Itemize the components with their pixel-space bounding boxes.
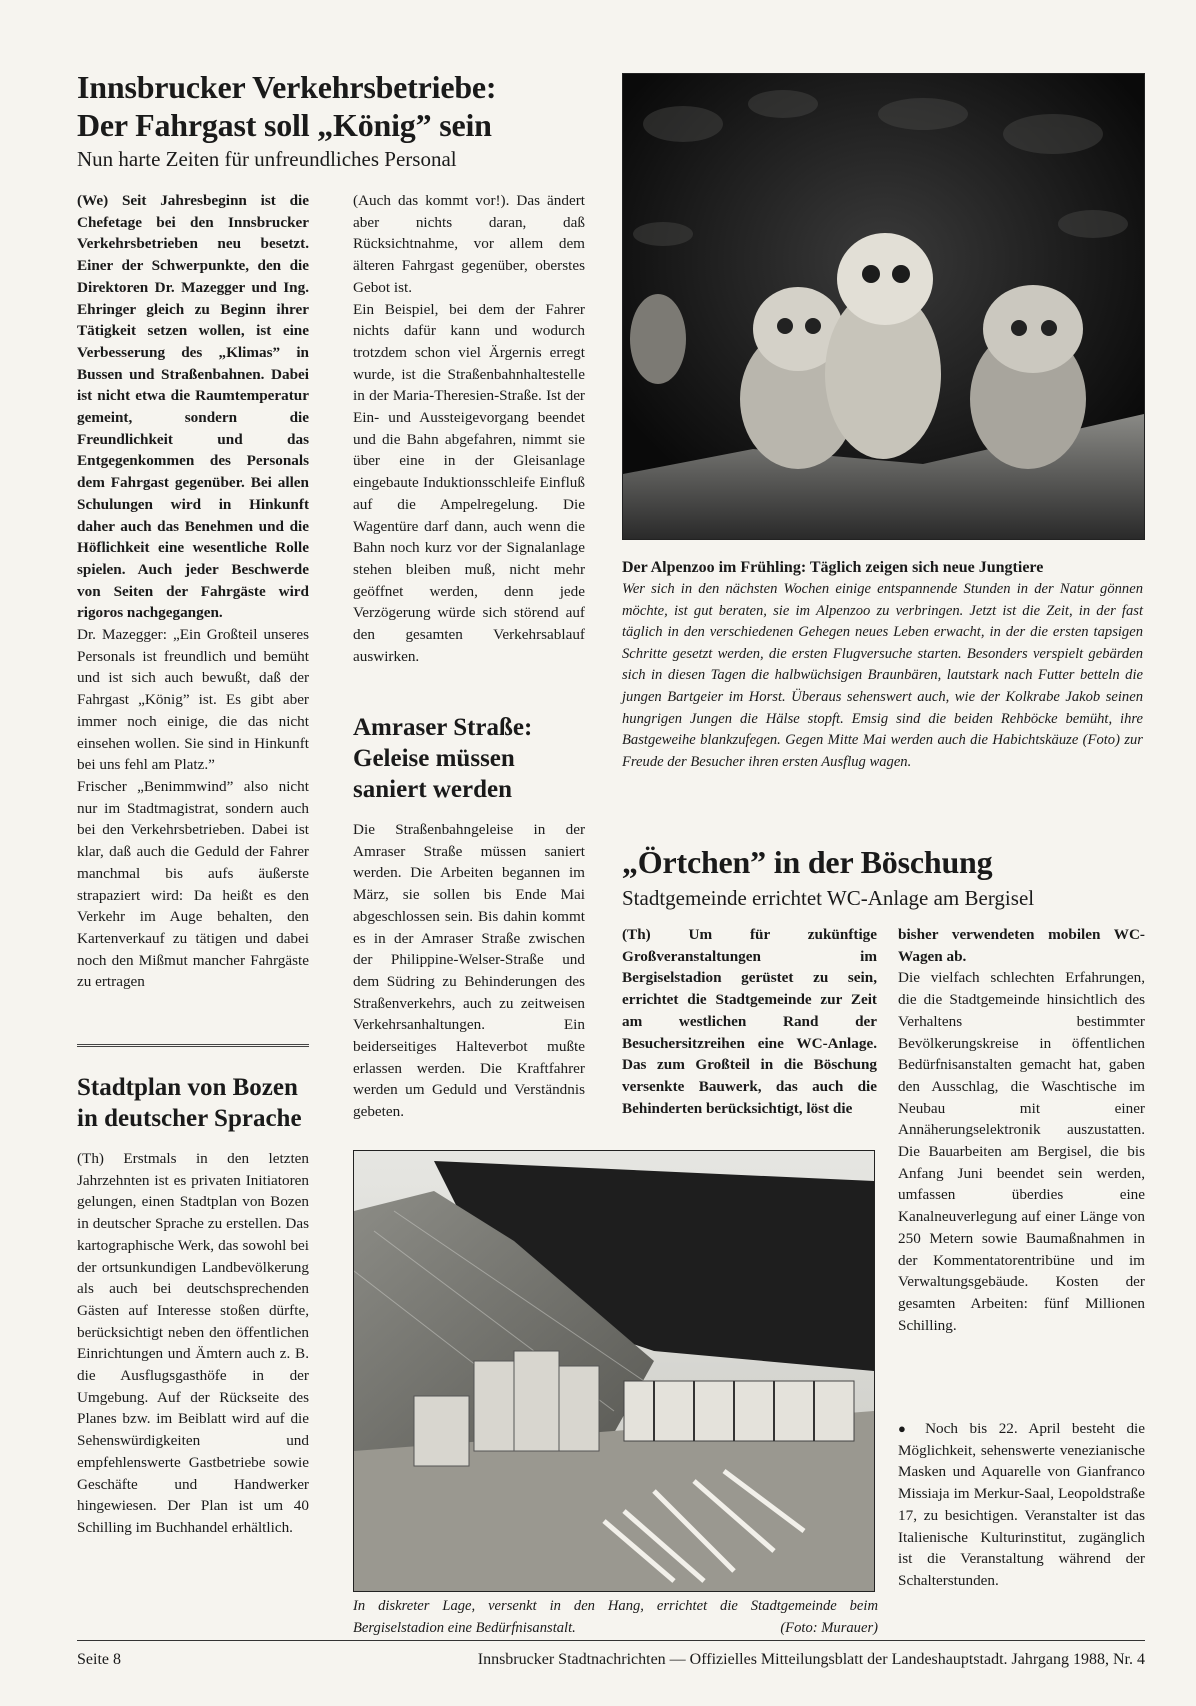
owl-photo (622, 73, 1145, 540)
footer-publication: Innsbrucker Stadtnachrichten — Offizielles Mitteilungsblatt der Landeshauptstadt. Jahrgang 1988, Nr. 4 (477, 1651, 1145, 1668)
oertchen-column-right (898, 924, 1145, 1336)
notice-text: Noch bis 22. April besteht die Möglichkeit, sehenswerte venezianische Masken und Aquarelle von Gianfranco Missiaja im Merkur-Saal, Leopoldstraße 17, zu besichtigen. Veranstalter ist das Italienische Kulturinstitut, zugänglich ist die Veranstaltung während der Schalterstunden. (898, 1420, 1145, 1589)
lead-title-line2: Der Fahrgast soll „König” sein (77, 107, 492, 143)
oertchen-subtitle: Stadtgemeinde errichtet WC-Anlage am Bergisel (622, 886, 1035, 910)
notice-box (898, 1418, 1145, 1592)
oertchen-intro-continued: bisher verwendeten mobilen WC-Wagen ab. (898, 926, 1145, 965)
alpenzoo-caption-text: Wer sich in den nächsten Wochen einige entspannende Stunden in der Natur gönnen möchte, ist gut beraten, sie im Alpenzoo zu verbringen. Jetzt ist die Zeit, in der fast täglich in den verschiedenen Gehegen neues Leben erwacht, in der die ersten tapsigen Schritte gesetzt werden, die ersten Flugversuche starten. Besonders verspielt gebärden sich in diesen Tagen die halbwüchsigen Braunbären, lautstark nach Futter betteln die jungen Bartgeier im Horst. Überaus sehenswert auch, wie der Kolkrabe Jakob seinen hungrigen Jungen die Hälse stopft. Emsig sind die beiden Rehböcke bemüht, ihre Bastgeweihe blankzufegen. Gegen Mitte Mai werden auch die Habichtskäuze (Foto) zur Freude der Besucher ihren ersten Ausflug wagen. (622, 581, 1143, 770)
lead-paragraph-4: Ein Beispiel, bei dem der Fahrer nichts dafür kann und wodurch trotzdem schon viel Ärgernis erregt wurde, ist die Straßenbahnhaltestelle in der Maria-Theresien-Straße. Ist der Ein- und Aussteigevorgang beendet und die Bahn abgefahren, nimmt sie über eine in der Gleisanlage eingebaute Induktionsschleife Einfluß auf die Ampelregelung. Die Wagentüre darf dann, auch wenn die Bahn noch kurz vor der Signalanlage stehen bleiben muß, nicht mehr geöffnet werden, denn jede Verzögerung würde sich störend auf den gesamten Verkehrsablauf auswirken. (353, 300, 585, 665)
construction-caption-text: In diskreter Lage, versenkt in den Hang, errichtet die Stadtgemeinde beim Bergiselstadion eine Bedürfnisanstalt. (353, 1598, 878, 1636)
oertchen-title: „Örtchen” in der Böschung (622, 844, 993, 880)
oertchen-headline (622, 843, 1143, 911)
lead-paragraph-3: (Auch das kommt vor!). Das ändert aber nichts daran, daß Rücksichtnahme, vor allem dem älteren Fahrgast gegenüber, oberstes Gebot ist. (353, 192, 585, 296)
bullet-icon: ● (898, 1421, 914, 1436)
lead-paragraph-1: Dr. Mazegger: „Ein Großteil unseres Personals ist freundlich und bemüht und ist sich auch bewußt, daß der Fahrgast „König” ist. Es gibt aber immer noch einige, die das nicht einsehen wollen. Sie sind in Hinkunft bei uns fehl am Platz.” (77, 626, 309, 774)
bozen-text: (Th) Erstmals in den letzten Jahrzehnten ist es privaten Initiatoren gelungen, einen Stadtplan von Bozen in deutscher Sprache zu erstellen. Das kartographische Werk, das sowohl bei der ortsunkundigen Landbevölkerung als auch bei deutschsprechenden Gästen auf Interesse stoßen dürfte, berücksichtigt neben den öffentlichen Einrichtungen und Ämtern auch z. B. die Ausflugsgasthöfe in der Umgebung. Auf der Rückseite des Planes bzw. im Beiblatt wird auf die Sehenswürdigkeiten und empfehlenswerte Gastbetriebe sowie Geschäfte und Handwerker hingewiesen. Der Plan ist um 40 Schilling im Buchhandel erhältlich. (77, 1150, 309, 1536)
lead-subtitle: Nun harte Zeiten für unfreundliches Personal (77, 147, 457, 171)
construction-caption (353, 1596, 878, 1639)
owl-chick-right (970, 285, 1086, 469)
oertchen-intro: (Th) Um für zukünftige Großveranstaltungen im Bergiselstadion gerüstet zu sein, errichtet die Stadtgemeinde zur Zeit am westlichen Rand der Besuchersitzreihen eine WC-Anlage. Das zum Großteil in die Böschung versenkte Bauwerk, das auch die Behinderten berücksichtigt, löst die (622, 926, 877, 1117)
lead-column-1 (77, 190, 309, 993)
alpenzoo-caption (622, 557, 1143, 773)
construction-photo (353, 1150, 875, 1592)
owl-photo-image (623, 74, 1144, 539)
alpenzoo-caption-title: Der Alpenzoo im Frühling: Täglich zeigen sich neue Jungtiere (622, 559, 1044, 576)
footer-rule (77, 1640, 1145, 1641)
lead-headline (77, 68, 567, 172)
bozen-article (77, 1072, 309, 1539)
construction-photo-image (354, 1151, 874, 1591)
lead-title-line1: Innsbrucker Verkehrsbetriebe: (77, 69, 497, 105)
divider (77, 1044, 309, 1047)
owl-chick-middle (825, 233, 941, 459)
bozen-title: Stadtplan von Bozen in deutscher Sprache (77, 1074, 302, 1132)
amras-text: Die Straßenbahngeleise in der Amraser Straße müssen saniert werden. Die Arbeiten begannen im März, sie sollen bis Ende Mai abgeschlossen sein. Bis dahin kommt es in der Amraser Straße zwischen der Philippine-Welser-Straße und dem Südring zu Behinderungen des Straßenverkehrs, auch zu zeitweisen Verkehrsanhaltungen. Ein beiderseitiges Halteverbot mußte erlassen werden. Die Kraftfahrer werden um Geduld und Verständnis gebeten. (353, 821, 585, 1121)
photo-credit: (Foto: Murauer) (780, 1619, 878, 1636)
footer-page-number: Seite 8 (77, 1651, 121, 1668)
lead-intro: (We) Seit Jahresbeginn ist die Chefetage bei den Innsbrucker Verkehrsbetrieben neu besetzt. Einer der Schwerpunkte, den die Direktoren Dr. Mazegger und Ing. Ehringer gleich zu Beginn ihrer Tätigkeit setzen wollen, ist eine Verbesserung des „Klimas” in Bussen und Straßenbahnen. Dabei ist nicht etwa die Raumtemperatur gemeint, sondern die Freundlichkeit und das Entgegenkommen des Personals dem Fahrgast gegenüber. Bei allen Schulungen wird in Hinkunft daher auch das Benehmen und die Höflichkeit eine wesentliche Rolle spielen. Auch jeder Beschwerde von Seiten der Fahrgäste wird rigoros nachgegangen. (77, 192, 309, 622)
oertchen-text: Die vielfach schlechten Erfahrungen, die die Stadtgemeinde hinsichtlich des Verhaltens bestimmter Bevölkerungskreise in öffentlichen Bedürfnisanstalten gemacht hat, gaben den Ausschlag, die Waschtische im Neubau mit einer Annäherungselektronik auszustatten. Die Bauarbeiten am Bergisel, die bis Anfang Juni beendet sein werden, umfassen überdies eine Kanalneuverlegung auf einer Länge von 250 Metern sowie Baumaßnahmen in der Kommentatorentribüne und im Verwaltungsgebäude. Kosten der gesamten Arbeiten: fünf Millionen Schilling. (898, 969, 1145, 1334)
amras-article (353, 712, 585, 1123)
amras-title: Amraser Straße: Geleise müssen saniert werden (353, 714, 533, 803)
lead-paragraph-2: Frischer „Benimmwind” also nicht nur im Stadtmagistrat, sondern auch bei den Verkehrsbetrieben. Dabei ist klar, daß auch die Geduld der Fahrer manchmal bis aufs äußerste strapaziert wird: Da heißt es den Verkehr im Auge behalten, den Kartenverkauf zu tätigen und dabei noch den Mißmut mancher Fahrgäste zu ertragen (77, 777, 309, 991)
lead-column-2 (353, 190, 585, 667)
